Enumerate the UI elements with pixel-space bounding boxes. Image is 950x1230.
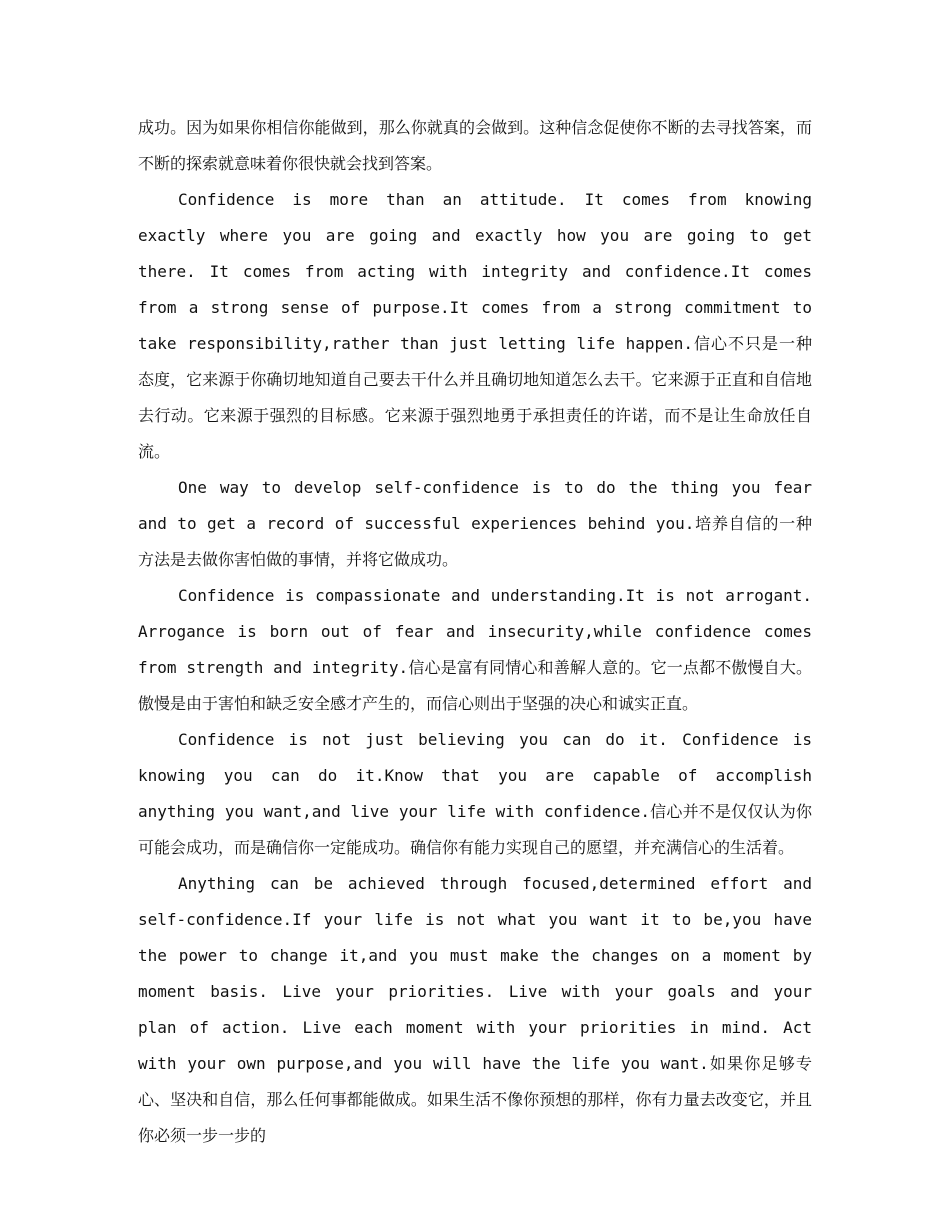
document-page: [138, 110, 812, 1154]
paragraph-develop-confidence: One way to develop self-confidence is to do the thing you fear and to get a record of successful experiences behind you.培养自信的一种方法是去做你害怕做的事情，并将它做成功。: [138, 478, 812, 569]
paragraph-knowing: Confidence is not just believing you can do it. Confidence is knowing you can do it.Know that you are capable of accomplish anything you want,and live your life with confidence.信心并不是仅仅认为你可能会成功，而是确信你一定能成功。确信你有能力实现自己的愿望，并充满信心的生活着。: [138, 730, 812, 857]
paragraph-continued: 成功。因为如果你相信你能做到，那么你就真的会做到。这种信念促使你不断的去寻找答案，而不断的探索就意味着你很快就会找到答案。: [138, 118, 812, 173]
paragraph-anything-achieved: Anything can be achieved through focused,determined effort and self-confidence.If your life is not what you want it to be,you have the power to change it,and you must make the changes on a moment by moment basis. Live your priorities. Live with your goals and your plan of action. Live each moment with your priorities in mind. Act with your own purpose,and you will have the life you want.如果你足够专心、坚决和自信，那么任何事都能做成。如果生活不像你预想的那样，你有力量去改变它，并且你必须一步一步的: [138, 874, 812, 1145]
paragraph-compassionate: Confidence is compassionate and understanding.It is not arrogant. Arrogance is born out of fear and insecurity,while confidence comes from strength and integrity.信心是富有同情心和善解人意的。它一点都不傲慢自大。傲慢是由于害怕和缺乏安全感才产生的，而信心则出于坚强的决心和诚实正直。: [138, 586, 812, 713]
paragraph-confidence-attitude: Confidence is more than an attitude. It comes from knowing exactly where you are going and exactly how you are going to get there. It comes from acting with integrity and confidence.It comes from a strong sense of purpose.It comes from a strong commitment to take responsibility,rather than just letting life happen.信心不只是一种态度，它来源于你确切地知道自己要去干什么并且确切地知道怎么去干。它来源于正直和自信地去行动。它来源于强烈的目标感。它来源于强烈地勇于承担责任的许诺，而不是让生命放任自流。: [138, 190, 812, 461]
